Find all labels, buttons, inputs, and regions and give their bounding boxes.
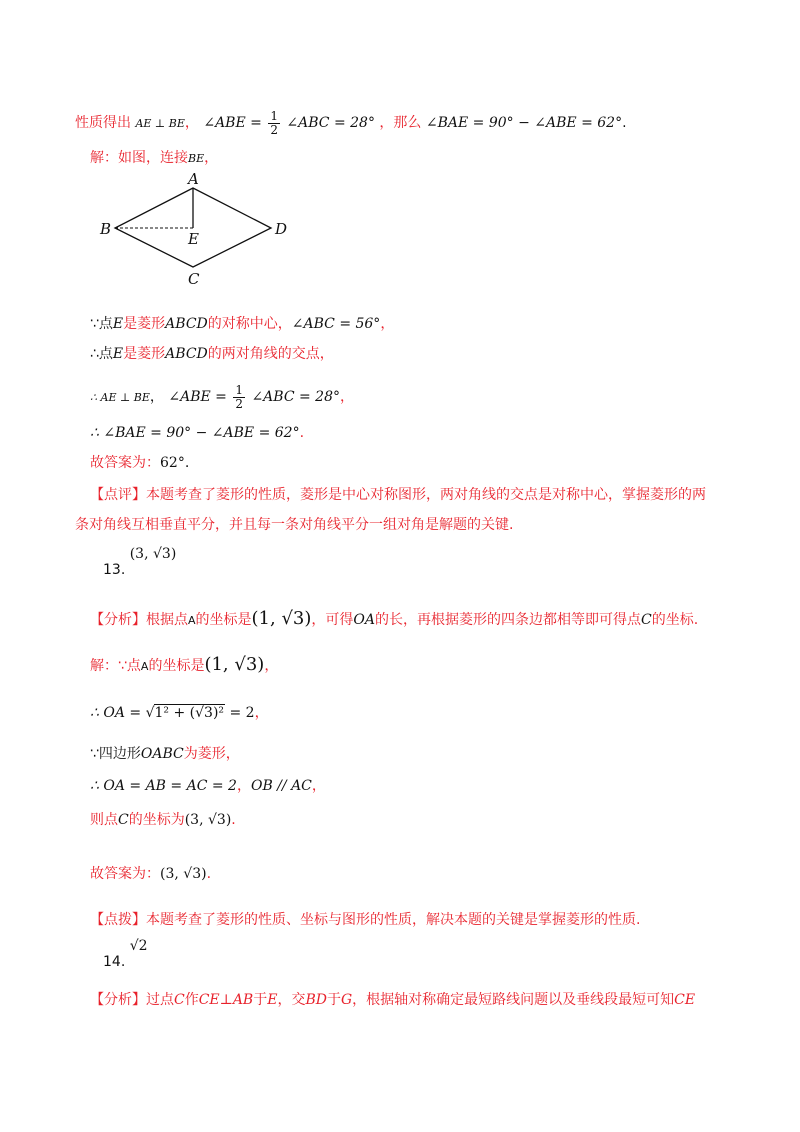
segment-oa: OA (353, 612, 375, 628)
comment-12-line2 (75, 517, 513, 534)
step-symmetry-center (90, 316, 394, 333)
because-dot: ∵点 (90, 316, 113, 332)
step-diagonal-intersection (90, 346, 334, 363)
sides-end: ， (311, 778, 326, 794)
solution-13-line5 (90, 812, 236, 829)
comment-text-1: 【点评】本题考查了菱形的性质，菱形是中心对称图形，两对角线的交点是对称中心，掌握菱形的两 (90, 487, 706, 503)
oa-end: ， (254, 705, 269, 721)
solution-13-line2 (90, 704, 269, 722)
answer-value: 62°. (160, 455, 190, 471)
point-c-2: C (118, 812, 129, 828)
a14-t3: ，交 (277, 992, 306, 1008)
line-property-conclusion: 性质得出 AE ⊥ BE， ∠ABE = $\frac{1}{2}$ ∠ABC = 28° ，那么 ∠BAE = 90° − ∠ABE = 62°. (75, 109, 627, 137)
label-d: D (275, 220, 288, 238)
quad-text: 为菱形， (183, 746, 240, 762)
label-c: C (188, 270, 200, 288)
solve-suffix: ， (204, 150, 219, 166)
a14-e: E (267, 992, 278, 1008)
analysis-text: 的坐标是 (195, 612, 252, 628)
line1-prefix: 性质得出 (75, 115, 131, 132)
angle-abc-28: ∠ABC = 28° (251, 389, 340, 406)
question-14 (103, 938, 148, 970)
angle-abc-56: ∠ABC = 56° (291, 316, 381, 332)
analysis-prefix: 【分析】根据点 (90, 612, 188, 628)
quad-prefix: ∵四边形 (90, 746, 141, 762)
rhombus-figure (95, 170, 295, 290)
oa-sqrt: √1² + (√3)² (145, 705, 225, 721)
parallel-ob-ac: OB // AC (250, 778, 312, 794)
comment13-text: 【点拨】本题考查了菱形的性质、坐标与图形的性质，解决本题的关键是掌握菱形的性质. (90, 912, 641, 928)
solution-13-line4 (90, 778, 326, 795)
point-e-2: E (112, 346, 124, 362)
analysis-text3: 的长，再根据菱形的四条边都相等即可得点 (375, 612, 641, 628)
fraction-one-half-2: $\frac{1}{2}$ (235, 383, 243, 411)
angle-bae-62: ∴ ∠BAE = 90° − ∠ABE = 62° (90, 425, 300, 441)
step3-end: ， (340, 389, 354, 406)
analysis-13 (90, 608, 698, 630)
a14-ce-ab: CE⊥AB (198, 992, 254, 1008)
a14-t5: ，根据轴对称确定最短路线问题以及垂线段最短可知 (352, 992, 675, 1008)
quad-oabc: OABC (140, 746, 184, 762)
sol-end: ， (264, 658, 279, 674)
sides-equal: ∴ OA = AB = AC = 2 (90, 778, 237, 794)
comment-13 (90, 912, 640, 929)
answer13-label: 故答案为： (90, 866, 160, 882)
therefore-dot: ∴点 (90, 346, 113, 362)
angle-abe-lhs-2: ∠ABE = (168, 389, 227, 406)
a14-c: C (174, 992, 185, 1008)
analysis-text2: ，可得 (311, 612, 354, 628)
step4-end: . (299, 425, 305, 441)
step1-end: ， (380, 316, 395, 332)
a14-prefix: 【分析】过点 (90, 992, 174, 1008)
coord-c: (3, √3) (184, 812, 232, 828)
analysis-14 (90, 992, 695, 1009)
line1-sep: ，那么 (379, 115, 422, 132)
rhombus-name: ABCD (165, 316, 208, 332)
answer-label: 故答案为： (90, 455, 160, 471)
rhombus-name-2: ABCD (165, 346, 208, 362)
label-b: B (100, 220, 112, 238)
segment-be: BE (188, 152, 205, 165)
c-prefix: 则点 (90, 812, 118, 828)
point-e: E (112, 316, 124, 332)
comment-12-line1 (90, 487, 706, 504)
a14-t4: 于 (326, 992, 341, 1008)
a14-t1: 作 (184, 992, 199, 1008)
a14-bd: BD (305, 992, 327, 1008)
angle-abc-rhs: ∠ABC = 28° (286, 115, 375, 132)
question-number-13: 13. (103, 562, 126, 578)
oa-rhs: = 2 (229, 705, 255, 721)
a14-ce: CE (674, 992, 696, 1008)
point-a: A (188, 614, 196, 627)
answer-14-top: √2 (129, 938, 148, 954)
a14-t2: 于 (253, 992, 268, 1008)
solution-13-line1 (90, 654, 278, 676)
a14-g: G (340, 992, 353, 1008)
answer-13-top: (3, √3) (129, 546, 177, 562)
step-perp-angle: ∴ AE ⊥ BE， ∠ABE = $\frac{1}{2}$ ∠ABC = 28°， (90, 383, 354, 411)
coord-a: (1, √3) (251, 608, 312, 629)
solve-prefix: 解：如图，连接 (90, 150, 188, 166)
step1-text: 是菱形 (123, 316, 166, 332)
answer13-end: . (206, 866, 212, 882)
sol-text: 的坐标是 (148, 658, 205, 674)
label-e: E (188, 230, 199, 248)
point-c: C (641, 612, 652, 628)
comment-text-2: 条对角线互相垂直平分，并且每一条对角线平分一组对角是解题的关键. (75, 517, 514, 533)
step2-text2: 的两对角线的交点， (207, 346, 334, 362)
perp-ae-be: AE ⊥ BE (135, 117, 185, 131)
oa-lhs: ∴ OA = (90, 705, 142, 721)
step-angle-bae (90, 425, 304, 442)
step1-text2: 的对称中心， (207, 316, 292, 332)
label-a: A (188, 170, 199, 188)
analysis-text4: 的坐标. (651, 612, 699, 628)
step2-text: 是菱形 (123, 346, 166, 362)
angle-bae-result: ∠BAE = 90° − ∠ABE = 62° (425, 115, 623, 132)
question-13 (103, 546, 177, 578)
solution-13-line3 (90, 746, 240, 763)
sol-prefix: 解：∵点 (90, 658, 141, 674)
fraction-one-half: $\frac{1}{2}$ (270, 109, 278, 137)
sides-sep: ， (236, 778, 251, 794)
oa-radicand: 1² + (√3)² (154, 705, 225, 721)
point-a-2: A (140, 660, 149, 673)
perp-ae-be-2: ∴ AE ⊥ BE (90, 391, 150, 405)
solve-connect-be (90, 150, 218, 167)
c-text: 的坐标为 (128, 812, 185, 828)
coord-a-2: (1, √3) (204, 654, 265, 675)
c-end: . (231, 812, 236, 828)
angle-abe-lhs: ∠ABE = (203, 115, 262, 132)
answer13-value: (3, √3) (160, 866, 207, 882)
question-number-14: 14. (103, 954, 126, 970)
answer-13 (90, 866, 211, 883)
answer-12 (90, 455, 189, 472)
